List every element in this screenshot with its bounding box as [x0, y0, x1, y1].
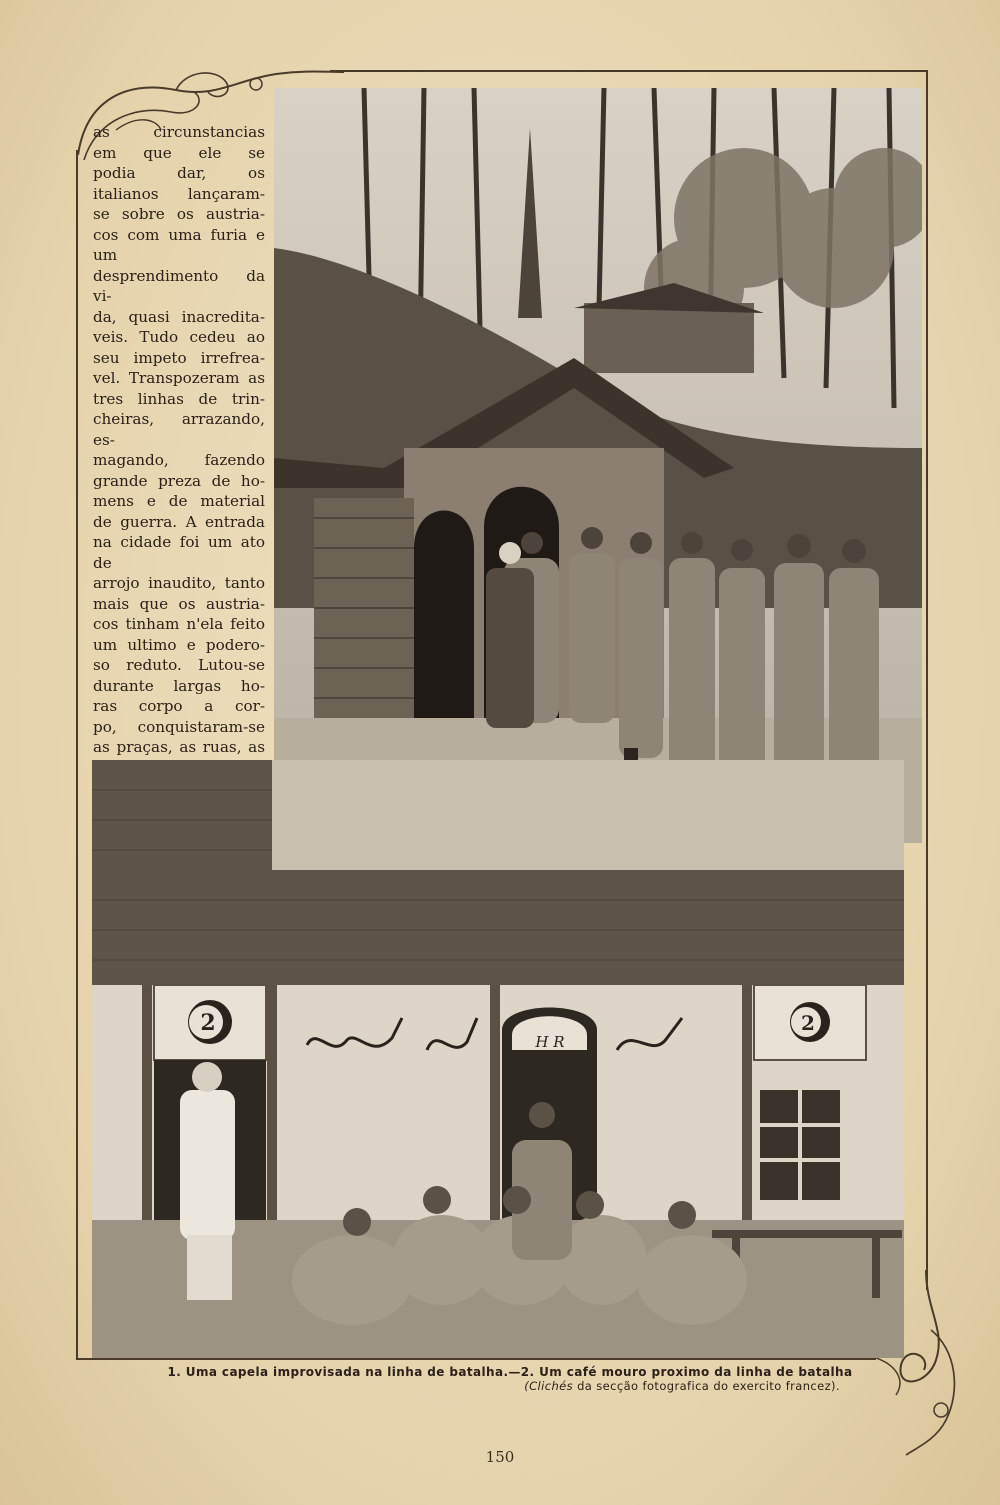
article-line: mens e de material: [93, 492, 265, 510]
article-line: vel. Transpozeram as: [93, 369, 265, 387]
article-line: de guerra. A entrada: [93, 512, 265, 531]
article-line: po, conquistaram-se: [93, 717, 265, 736]
article-line: ras corpo a cor-: [93, 697, 265, 715]
caption-credit-prefix: (Clichés: [524, 1379, 574, 1393]
photo-moorish-cafe: [92, 760, 904, 1358]
article-line: grande preza de ho-: [93, 471, 265, 490]
article-line: mais que os austria-: [93, 594, 265, 613]
photo-chapel: [274, 88, 922, 843]
article-paragraph-1: [93, 122, 265, 860]
article-line: italianos lançaram-: [93, 184, 265, 203]
article-line: na cidade foi um ato de: [93, 533, 265, 572]
page-number: 150: [485, 1448, 515, 1466]
frame-left-line: [76, 150, 78, 1360]
frame-top-line: [330, 70, 928, 72]
photo-caption: [110, 1365, 910, 1393]
article-line: veis. Tudo cedeu ao: [93, 328, 265, 346]
article-line: cos com uma furia e um: [93, 225, 265, 264]
sign-number-right: 2: [801, 1011, 815, 1035]
article-line: arrojo inaudito, tanto: [93, 574, 265, 592]
sign-number-left: 2: [200, 1010, 216, 1036]
caption-line-2: [110, 1379, 910, 1393]
caption-line-1: 1. Uma capela improvisada na linha de batalha.—2. Um café mouro proximo da linha de batalha: [167, 1365, 853, 1379]
cafe-photo-icon: [92, 760, 904, 1358]
article-line: podia dar, os: [93, 164, 265, 182]
article-line: durante largas ho-: [93, 676, 265, 695]
article-line: so reduto. Lutou-se: [93, 656, 265, 674]
door-letters: H R: [535, 1033, 565, 1051]
article-line: desprendimento da vi-: [93, 266, 265, 305]
article-line: tres linhas de trin-: [93, 389, 265, 408]
article-line: cheiras, arrazando, es-: [93, 410, 265, 449]
article-line: em que ele se: [93, 143, 265, 162]
caption-credit-rest: da secção fotografica do exercito francez).: [573, 1379, 840, 1393]
article-line: se sobre os austria-: [93, 205, 265, 223]
article-line: cos tinham n'ela feito: [93, 615, 265, 633]
article-line: seu impeto irrefrea-: [93, 348, 265, 367]
article-line: magando, fazendo: [93, 451, 265, 469]
frame-bottom-line: [76, 1358, 876, 1360]
chapel-photo-icon: [274, 88, 922, 843]
article-line: as circunstancias: [93, 123, 265, 141]
article-line: as praças, as ruas, as: [93, 738, 265, 756]
article-line: da, quasi inacredita-: [93, 307, 265, 326]
frame-right-line: [926, 70, 928, 1290]
article-line: um ultimo e podero-: [93, 635, 265, 654]
